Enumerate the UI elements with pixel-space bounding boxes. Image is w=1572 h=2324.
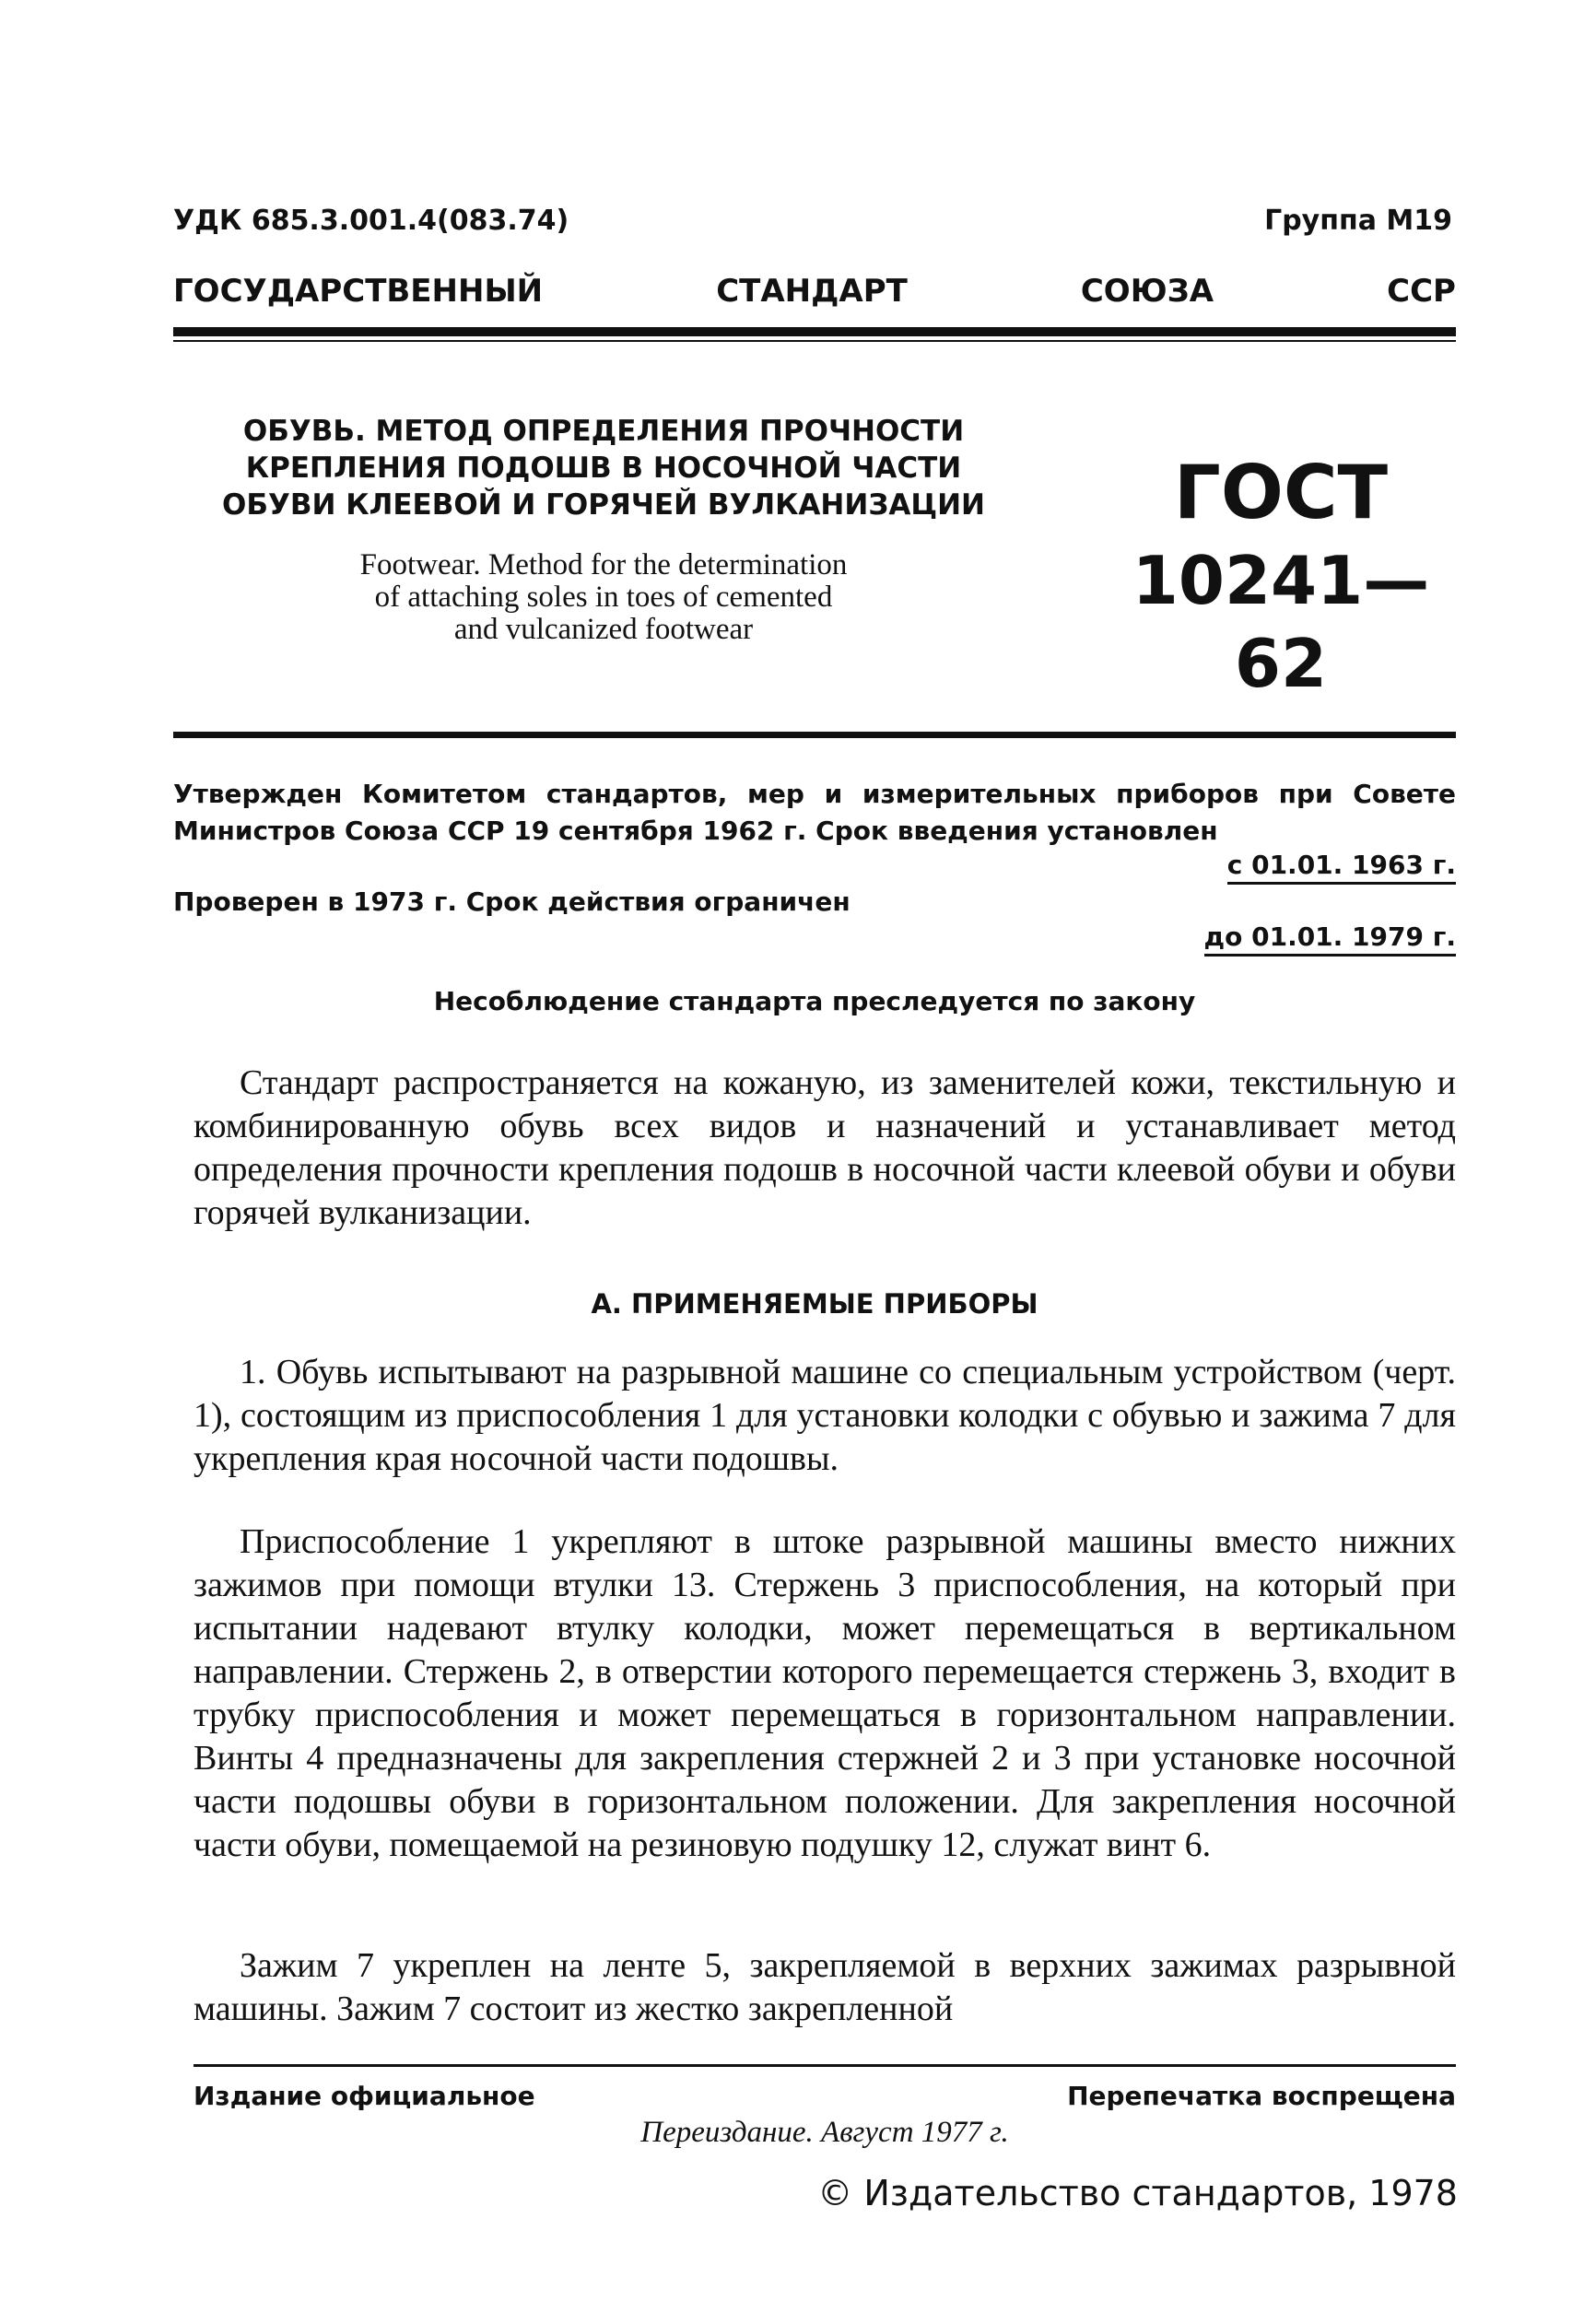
title-russian: [221, 413, 986, 523]
approval-text: Утвержден Комитетом стандартов, мер и измерительных приборов при Совете Министров Союза ССР 19 сентября 1962 г. Срок введения установлен: [173, 779, 1456, 846]
udk-code: УДК 685.3.001.4(083.74): [173, 205, 569, 237]
paragraph-3: Зажим 7 укреплен на ленте 5, закрепляемой в верхних зажимах разрывной машины. Зажим 7 состоит из жестко закрепленной: [194, 1946, 1456, 2028]
title-english-line: and vulcanized footwear: [453, 613, 754, 646]
paragraph-2: Приспособление 1 укрепляют в штоке разрывной машины вместо нижних зажимов при помощи втулки 13. Стержень 3 приспособления, на который при испытании надевают втулку колодки, может перемещаться в вертикальном направлении. Стержень 2, в отверстии которого перемещается стержень 3, входит в трубку приспособления и может перемещаться в горизонтальном направлении. Винты 4 предназначены для закрепления стержней 2 и 3 при установке носочной части подошвы обуви в горизонтальном положении. Для закрепления носочной части обуви, помещаемой на резиновую подушку 12, служат винт 6.: [194, 1522, 1456, 1864]
gost-label: ГОСТ: [1173, 450, 1389, 535]
title-russian-line: КРЕПЛЕНИЯ ПОДОШВ В НОСОЧНОЙ ЧАСТИ: [245, 452, 962, 485]
state-standard-word-2: СТАНДАРТ: [716, 273, 908, 310]
intro-paragraph: Стандарт распространяется на кожаную, из заменителей кожи, текстильную и комбинированную обувь всех видов и назначений и устанавливает метод определения прочности крепления подошв в носочной части клеевой обуви и обуви горячей вулканизации.: [194, 1063, 1456, 1232]
footer-divider: [194, 2064, 1456, 2067]
checked-text: Проверен в 1973 г. Срок действия ограничен: [173, 886, 851, 917]
nonobservance-notice: Несоблюдение стандарта преследуется по закону: [433, 986, 1196, 1016]
state-standard-word-3: СОЮЗА: [1080, 273, 1214, 310]
top-divider: [173, 327, 1456, 336]
title-english-line: of attaching soles in toes of cemented: [374, 581, 833, 614]
classification-group: Группа М19: [1264, 205, 1452, 237]
no-reprint-notice: Перепечатка воспрещена: [1067, 2081, 1456, 2111]
date-to: до 01.01. 1979 г.: [1204, 921, 1457, 957]
state-standard-word-1: ГОСУДАРСТВЕННЫЙ: [173, 273, 544, 310]
title-english: [221, 549, 986, 646]
title-russian-line: ОБУВИ КЛЕЕВОЙ И ГОРЯЧЕЙ ВУЛКАНИЗАЦИИ: [222, 488, 985, 522]
copyright-line: © Издательство стандартов, 1978: [817, 2173, 1458, 2213]
official-edition: Издание официальное: [194, 2081, 535, 2111]
title-english-line: Footwear. Method for the determination: [359, 548, 848, 581]
paragraph-1: 1. Обувь испытывают на разрывной машине со специальным устройством (черт. 1), состоящим из приспособления 1 для установки колодки с обувью и зажима 7 для укрепления края носочной части подошвы.: [194, 1353, 1456, 1478]
gost-number: 10241—62: [1132, 542, 1430, 702]
top-divider-thin: [173, 340, 1456, 342]
middle-divider: [173, 732, 1456, 738]
state-standard-word-4: ССР: [1387, 273, 1456, 310]
state-standard-heading: [173, 273, 1456, 310]
title-russian-line: ОБУВЬ. МЕТОД ОПРЕДЕЛЕНИЯ ПРОЧНОСТИ: [242, 415, 965, 448]
section-heading: А. ПРИМЕНЯЕМЫЕ ПРИБОРЫ: [591, 1288, 1038, 1320]
date-from: с 01.01. 1963 г.: [1227, 850, 1456, 885]
reissue-note: Переиздание. Август 1977 г.: [640, 2116, 1009, 2149]
